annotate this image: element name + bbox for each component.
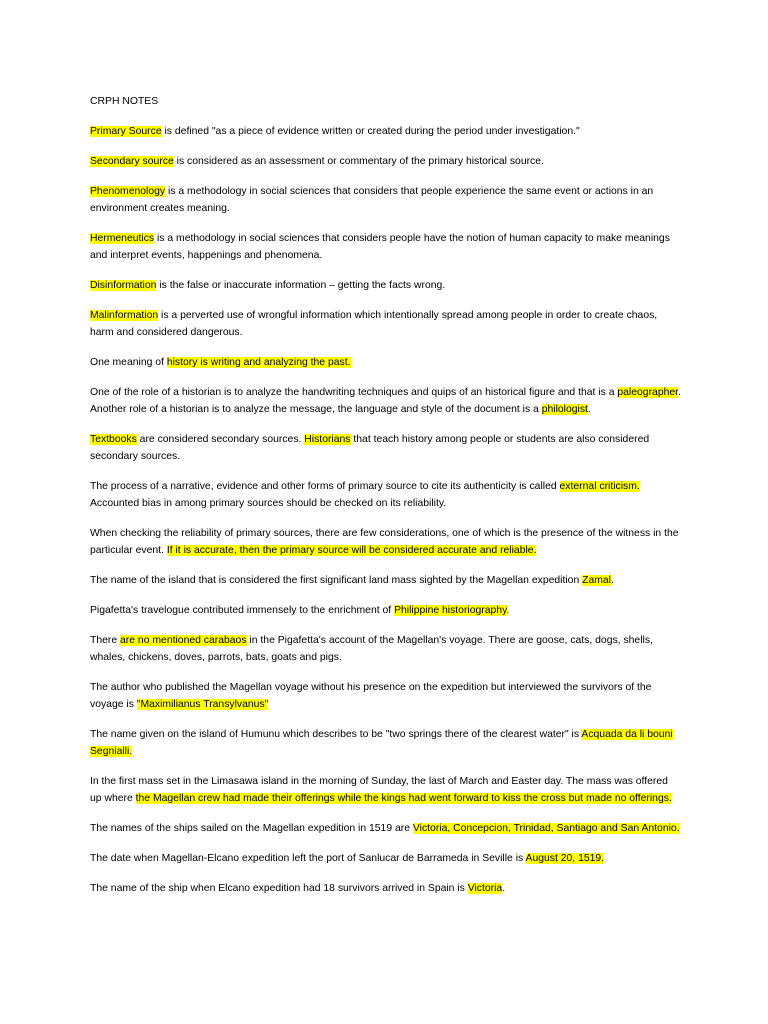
text-segment: Accounted bias in among primary sources should be checked on its reliability. (90, 498, 447, 509)
text-segment: The name of the island that is considered the first significant land mass sighted by the Magellan expedition (90, 575, 583, 586)
text-segment: is a methodology in social sciences that considers that people experience the same event or actions in an environment creates meaning. (90, 186, 654, 214)
note-paragraph (90, 384, 682, 418)
text-segment: There (90, 635, 121, 646)
highlighted-text: Hermeneutics (90, 233, 155, 244)
highlighted-text: "Maximilianus Transylvanus" (136, 699, 269, 710)
text-segment: The names of the ships sailed on the Magellan expedition in 1519 are (90, 823, 413, 834)
highlighted-text: Textbooks (90, 434, 137, 445)
highlighted-text: are no mentioned carabaos (120, 635, 247, 646)
highlighted-text: Secondary source (90, 156, 174, 167)
text-segment: When checking the reliability of primary sources, there are few considerations, one of which is the presence of the witness in the particular event. (90, 528, 679, 556)
document-body (90, 123, 682, 897)
text-segment: is a perverted use of wrongful information which intentionally spread among people in order to create chaos, harm and considered dangerous. (90, 310, 658, 338)
text-segment: The author who published the Magellan voyage without his presence on the expedition but interviewed the survivors of the voyage is (90, 682, 652, 710)
text-segment: in the Pigafetta's account of the Magellan's voyage. There are goose, cats, dogs, shells, whales, chickens, doves, parrots, bats, goats and pigs. (90, 635, 653, 663)
note-paragraph (90, 679, 682, 713)
highlighted-text: external criticism. (559, 481, 640, 492)
text-segment: . (587, 404, 591, 415)
note-paragraph (90, 602, 682, 619)
note-paragraph (90, 820, 682, 837)
highlighted-text: Historians (304, 434, 351, 445)
highlighted-text: August 20, 1519. (525, 853, 605, 864)
highlighted-text: If it is accurate, then the primary source will be considered accurate and reliable. (166, 545, 537, 556)
note-paragraph (90, 123, 682, 140)
text-segment: The date when Magellan-Elcano expedition left the port of Sanlucar de Barrameda in Seville is (90, 853, 526, 864)
text-segment: One of the role of a historian is to analyze the handwriting techniques and quips of an historical figure and that is a (90, 387, 618, 398)
note-paragraph (90, 726, 682, 760)
text-segment: are considered secondary sources. (136, 434, 305, 445)
note-paragraph (90, 307, 682, 341)
note-paragraph (90, 277, 682, 294)
text-segment: is the false or inaccurate information – getting the facts wrong. (156, 280, 446, 291)
highlighted-text: philologist (541, 404, 588, 415)
text-segment: is defined "as a piece of evidence written or created during the period under investigation." (161, 126, 580, 137)
highlighted-text: Acquada da li bouni Segnialli. (90, 729, 673, 757)
text-segment: . (506, 605, 510, 616)
document-title: CRPH NOTES (90, 96, 159, 107)
text-segment: . (610, 575, 614, 586)
highlighted-text: Zamal (582, 575, 611, 586)
highlighted-text: Primary Source (90, 126, 162, 137)
highlighted-text: paleographer (617, 387, 679, 398)
note-paragraph (90, 431, 682, 465)
highlighted-text: Philippine historiography (394, 605, 507, 616)
text-segment: that teach history among people or students are also considered secondary sources. (90, 434, 650, 462)
note-paragraph (90, 632, 682, 666)
text-segment: is a methodology in social sciences that considers people have the notion of human capacity to make meanings and interpret events, happenings and phenomena. (90, 233, 670, 261)
highlighted-text: Phenomenology (90, 186, 166, 197)
highlighted-text: Victoria, Concepcion, Trinidad, Santiago and San Antonio. (412, 823, 680, 834)
highlighted-text: Disinformation (90, 280, 157, 291)
note-paragraph (90, 153, 682, 170)
note-paragraph (90, 572, 682, 589)
text-segment: . (502, 883, 506, 894)
text-segment: One meaning of (90, 357, 167, 368)
highlighted-text: history is writing and analyzing the past. (166, 357, 351, 368)
document-page (90, 93, 682, 910)
highlighted-text: Malinformation (90, 310, 159, 321)
highlighted-text: the Magellan crew had made their offerings while the kings had went forward to kiss the cross but made no offerings. (135, 793, 672, 804)
note-paragraph (90, 525, 682, 559)
text-segment: Pigafetta's travelogue contributed immensely to the enrichment of (90, 605, 395, 616)
text-segment: In the first mass set in the Limasawa island in the morning of Sunday, the last of March and Easter day. The mass was offered up where (90, 776, 668, 804)
note-paragraph (90, 354, 682, 371)
note-paragraph (90, 773, 682, 807)
text-segment: The process of a narrative, evidence and other forms of primary source to cite its authenticity is called (90, 481, 560, 492)
note-paragraph (90, 478, 682, 512)
highlighted-text: Victoria (467, 883, 503, 894)
text-segment: . Another role of a historian is to analyze the message, the language and style of the document is a (90, 387, 681, 415)
text-segment: The name given on the island of Humunu which describes to be "two springs there of the clearest water" is (90, 729, 582, 740)
note-paragraph (90, 880, 682, 897)
note-paragraph (90, 850, 682, 867)
text-segment: is considered as an assessment or commentary of the primary historical source. (173, 156, 544, 167)
text-segment: The name of the ship when Elcano expedition had 18 survivors arrived in Spain is (90, 883, 468, 894)
note-paragraph (90, 230, 682, 264)
note-paragraph (90, 183, 682, 217)
